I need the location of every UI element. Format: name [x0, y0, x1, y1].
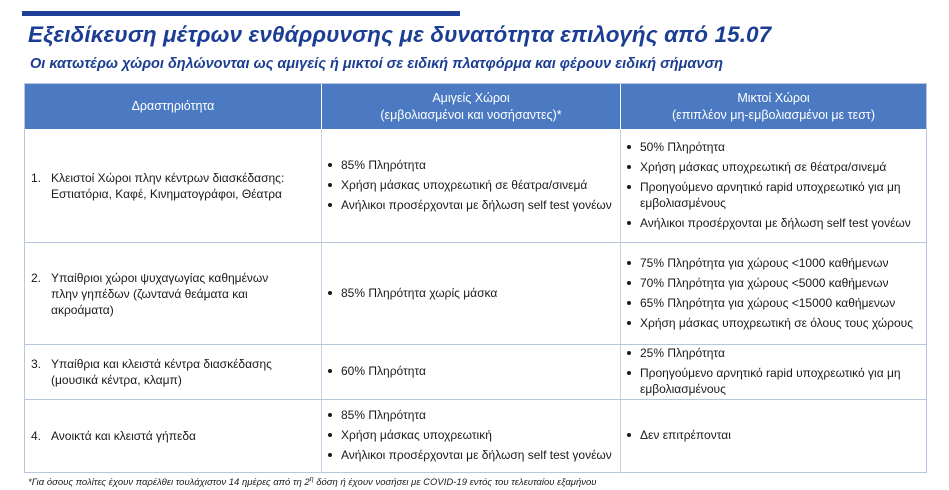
- list-item: 70% Πληρότητα για χώρους <5000 καθήμενων: [626, 275, 924, 291]
- footnote: *Για όσους πολίτες έχουν παρέλθει τουλάχιστον 14 ημέρες από τη $2^\eta$ δόση ή έχουν νοσήσει με COVID-19 εντός του τελευταίου εξαμήνου: [28, 476, 597, 489]
- measures-table: [24, 83, 927, 473]
- list-item: 85% Πληρότητα: [327, 157, 619, 173]
- table-row-1-activity: 1. Κλειστοί Χώροι πλην κέντρων διασκέδασης: Εστιατόρια, Καφέ, Κινηματογράφοι, Θέατρα: [31, 170, 285, 201]
- table-row-4-activity: 4. Ανοικτά και κλειστά γήπεδα: [31, 429, 196, 443]
- table-row-1-pure: [327, 129, 619, 242]
- table-row-2-pure: [327, 243, 619, 344]
- header-activity: Δραστηριότητα: [25, 84, 321, 129]
- page-title: Εξειδίκευση μέτρων ενθάρρυνσης με δυνατότητα επιλογής από 15.07: [28, 22, 772, 47]
- list-item: Ανήλικοι προσέρχονται με δήλωση self test γονέων: [327, 447, 619, 463]
- list-item: Ανήλικοι προσέρχονται με δήλωση self test γονέων: [626, 215, 924, 231]
- column-divider: [620, 129, 621, 473]
- list-item: Δεν επιτρέπονται: [626, 427, 924, 443]
- table-row-2-mixed: [626, 243, 924, 344]
- list-item: 75% Πληρότητα για χώρους <1000 καθήμενων: [626, 255, 924, 271]
- table-row-4-pure: [327, 400, 619, 472]
- list-item: Ανήλικοι προσέρχονται με δήλωση self test γονέων: [327, 197, 619, 213]
- table-row-3-mixed: [626, 345, 924, 399]
- table-row-2-activity: 2. Υπαίθριοι χώροι ψυχαγωγίας καθημένων πλην γηπέδων (ζωντανά θεάματα και ακροάματα): [31, 270, 269, 317]
- list-item: Χρήση μάσκας υποχρεωτική σε όλους τους χώρους: [626, 315, 924, 331]
- table-row-3-pure: [327, 345, 619, 399]
- list-item: Προηγούμενο αρνητικό rapid υποχρεωτικό για μη εμβολιασμένους: [626, 179, 924, 211]
- list-item: 50% Πληρότητα: [626, 139, 924, 155]
- list-item: 85% Πληρότητα: [327, 407, 619, 423]
- list-item: 65% Πληρότητα για χώρους <15000 καθήμενων: [626, 295, 924, 311]
- header-mixed-spaces: Μικτοί Χώροι (επιπλέον μη-εμβολιασμένοι με τεστ): [621, 84, 926, 129]
- list-item: 60% Πληρότητα: [327, 363, 619, 379]
- column-divider: [321, 129, 322, 473]
- header-pure-spaces: Αμιγείς Χώροι (εμβολιασμένοι και νοσήσαντες)*: [322, 84, 620, 129]
- table-row-4-mixed: [626, 400, 924, 472]
- list-item: Προηγούμενο αρνητικό rapid υποχρεωτικό για μη εμβολιασμένους: [626, 365, 924, 397]
- table-row-1-mixed: [626, 129, 924, 242]
- list-item: 85% Πληρότητα χωρίς μάσκα: [327, 285, 619, 301]
- page-subtitle: Οι κατωτέρω χώροι δηλώνονται ως αμιγείς ή μικτοί σε ειδική πλατφόρμα και φέρουν ειδική σήμανση: [30, 56, 723, 72]
- title-accent-bar: [22, 11, 460, 16]
- list-item: Χρήση μάσκας υποχρεωτική σε θέατρα/σινεμά: [327, 177, 619, 193]
- table-row-3-activity: 3. Υπαίθρια και κλειστά κέντρα διασκέδασης (μουσικά κέντρα, κλαμπ): [31, 357, 272, 387]
- list-item: Χρήση μάσκας υποχρεωτική σε θέατρα/σινεμά: [626, 159, 924, 175]
- list-item: 25% Πληρότητα: [626, 345, 924, 361]
- list-item: Χρήση μάσκας υποχρεωτική: [327, 427, 619, 443]
